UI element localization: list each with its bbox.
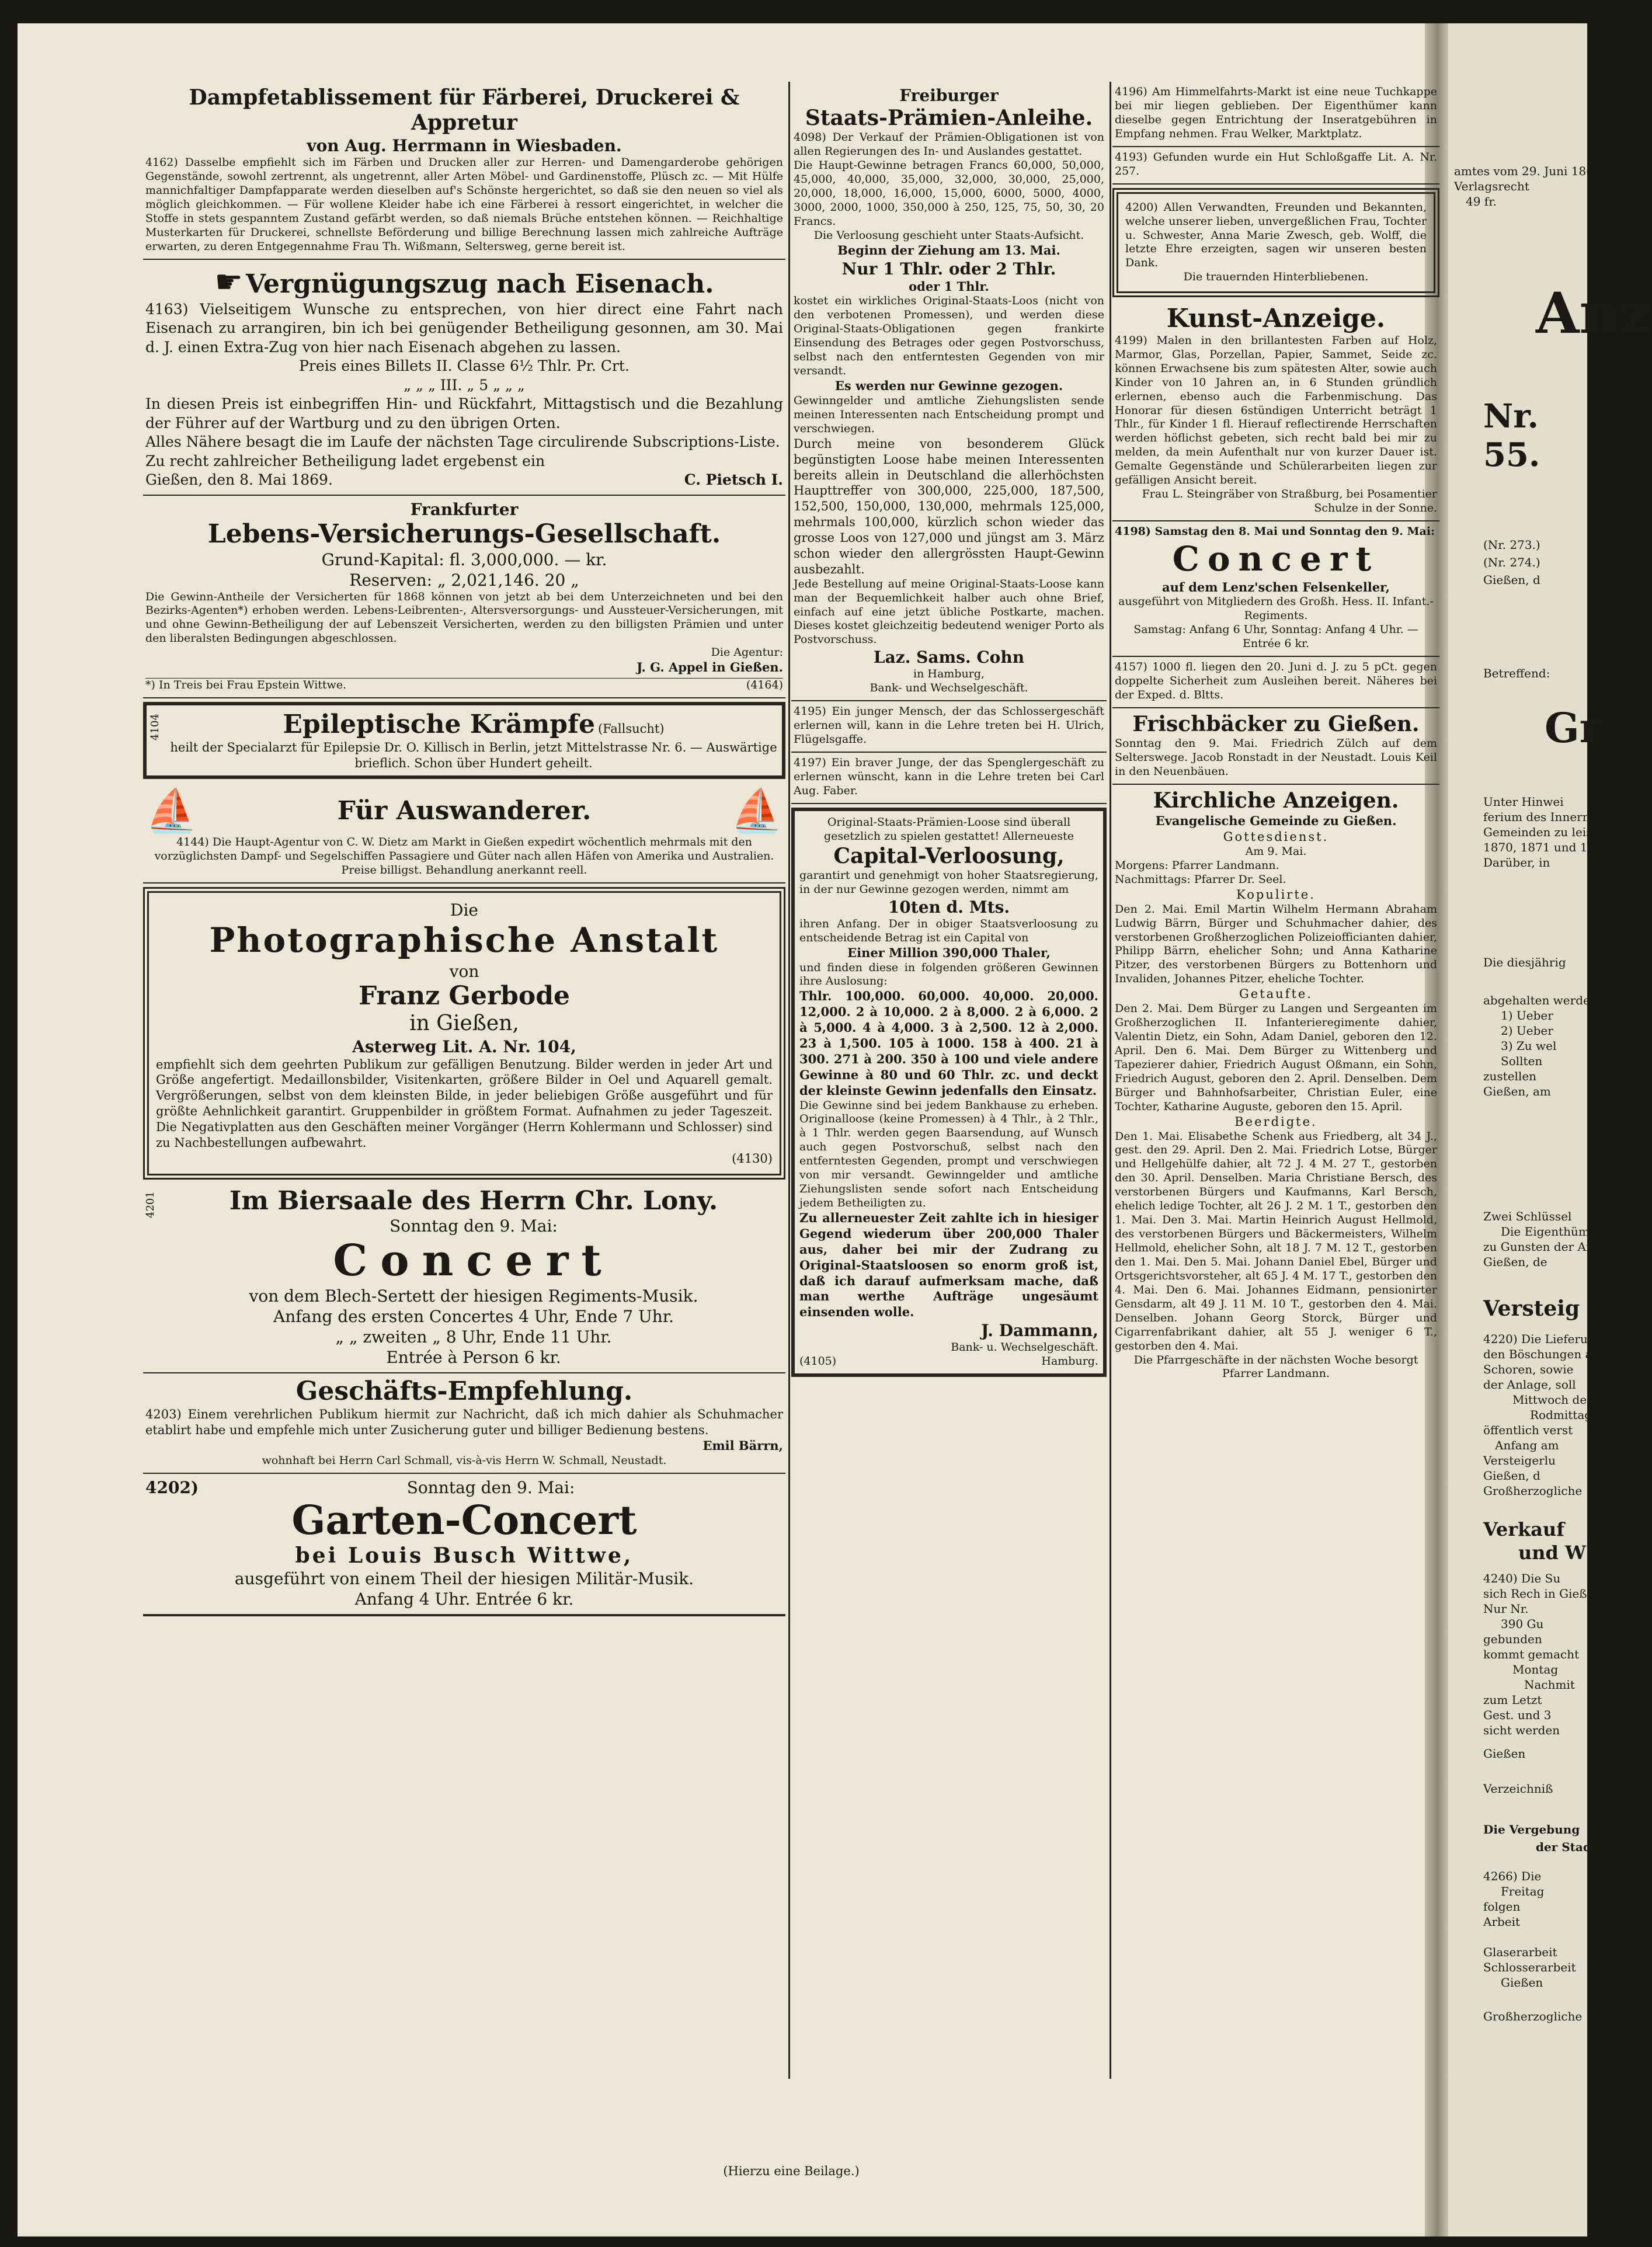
register-entries: Den 1. Mai. Elisabethe Schenk aus Friedberg, alt 34 J., gest. den 29. April. Den 2. Mai. Friedrich Lotse, Bürger und Hellgehülfe dahier, alt 72 J. 4 M. 27 T., gestorben den 30. April. Denselben. Maria Christiane Bersch, des verstorbenen Bürgers und Kaufmanns, Karl Bersch, ehelich ledige Tochter, alt 26 J. 2 M. 1 T., gestorben den 1. Mai. Den 3. Mai. Martin Heinrich August Hellmold, des verstorbenen Bürgers und Bäckermeisters, Wilhelm Hellmold, ehelicher Sohn, alt 18 J. 7 M. 12 T., gestorben den 1. Mai. Den 5. Mai. Johann Daniel Ebel, Bürger und Ortsgerichtsvorsteher, alt 65 J. 4 M. 17 T., gestorben den 4. Mai. Den 6. Mai. Johannes Eidmann, pensionirter Gensdarm, alt 49 J. 11 M. 10 T., gestorben den 4. Mai. Denselben. Johann Georg Storck, Bürger und Cigarrenfabrikant dahier, alt 55 J. weniger 6 T., gestorben den 4. Mai. bbox=[1115, 1129, 1437, 1352]
right-page-fragment: Großherzogliche bbox=[1483, 2009, 1583, 2023]
right-page-fragment: den Böschungen an bbox=[1483, 1347, 1600, 1361]
right-page-fragment: Gest. und 3 bbox=[1483, 1708, 1552, 1722]
right-page-fragment: Unter Hinwei bbox=[1483, 795, 1564, 809]
right-page-fragment: Darüber, in bbox=[1483, 855, 1550, 869]
ad-signature: Die trauernden Hinterbliebenen. bbox=[1183, 270, 1369, 284]
ad-title: Für Auswanderer. bbox=[337, 795, 592, 826]
column-middle bbox=[791, 82, 1107, 1380]
right-page-fragment: 4220) Die Lieferun bbox=[1483, 1332, 1595, 1346]
ad-concert: Concert bbox=[1172, 538, 1380, 579]
right-page-fragment: Sollten bbox=[1501, 1054, 1543, 1068]
ad-title: Frischbäcker zu Gießen. bbox=[1132, 712, 1420, 736]
right-page-fragment: (Nr. 274.) bbox=[1483, 555, 1540, 569]
ad-city: Hamburg. bbox=[1041, 1355, 1098, 1368]
right-page-heading-fragment: Verkauf bbox=[1483, 1518, 1565, 1540]
right-page-fragment: zum Letzt bbox=[1483, 1693, 1542, 1707]
ad-sum: Einer Million 390,000 Thaler, bbox=[847, 945, 1051, 960]
ad-title: Capital-Verloosung, bbox=[833, 843, 1065, 868]
ad-address: wohnhaft bei Herrn Carl Schmall, vis-à-vis Herrn W. Schmall, Neustadt. bbox=[262, 1453, 667, 1467]
column-divider bbox=[788, 82, 790, 2079]
right-page-fragment: 1870, 1871 und 187 bbox=[1483, 840, 1602, 854]
ad-body: Sonntag den 9. Mai. Friedrich Zülch auf dem Selterswege. Jacob Ronstadt in der Neustadt. Louis Keil in den Neuenbäuen. bbox=[1115, 737, 1437, 778]
right-page-fragment: zustellen bbox=[1483, 1069, 1537, 1083]
register-entries: Den 2. Mai. Dem Bürger zu Langen und Sergeanten im Großherzoglichen II. Infanterieregimente dahier, Valentin Dietz, ein Sohn, Adam Daniel, geboren den 12. April. Den 6. Mai. Dem Bürger zu Wittenberg und Tapezierer dahier, Friedrich August Oßmann, ein Sohn, Friedrich August, geboren den 2. April. Denselben. Dem Bürger und Bahnhofsarbeiter, Christian Euler, eine Tochter, Katharine Auguste, geboren den 15. April. bbox=[1115, 1002, 1437, 1113]
ad-body: heilt der Specialarzt für Epilepsie Dr. O. Killisch in Berlin, jetzt Mittelstrasse Nr. 6. — Auswärtige brieflich. Schon über Hundert geheilt. bbox=[170, 740, 777, 770]
ad-title: Geschäfts-Empfehlung. bbox=[295, 1376, 633, 1407]
ad-signature: Frau L. Steingräber von Straßburg, bei Posamentier Schulze in der Sonne. bbox=[1142, 488, 1437, 515]
ad-by: bei Louis Busch Wittwe, bbox=[295, 1543, 634, 1568]
ad-date: Sonntag den 9. Mai: bbox=[406, 1477, 575, 1497]
ad-paragraph: Zu recht zahlreicher Betheiligung ladet ergebenst ein bbox=[145, 452, 545, 469]
ad-name: Emil Bärrn, bbox=[702, 1438, 783, 1453]
ad-body: 4199) Malen in den brillantesten Farben auf Holz, Marmor, Glas, Porzellan, Papier, Sammet, Seide zc. können Erwachsene bis zum spätesten Alter, sowie auch Kinder von 10 Jahren an, in 6 Stunden gründlich erlernen, ebenso auch die Farbenmischung. Das Honorar für diesen 6stündigen Unterricht beträgt 1 Thlr., für Kinder 1 fl. Hierauf reflectirende Herrschaften werden höflichst gebeten, sich recht bald bei mir zu melden, da mein Aufenthalt nur von kurzer Dauer ist. Gemalte Gegenstände und Schülerarbeiten liegen zur gefälligen Ansicht bereit. bbox=[1115, 333, 1437, 487]
ad-body: und finden diese in folgenden größeren Gewinnen ihre Auslosung: bbox=[799, 961, 1098, 988]
ad-start: Anfang 4 Uhr. Entrée 6 kr. bbox=[354, 1589, 574, 1609]
ad-biersaale bbox=[143, 1183, 785, 1374]
right-page-fragment: Nachmit bbox=[1524, 1678, 1575, 1692]
ad-signature-row bbox=[145, 471, 783, 490]
ad-title: Lebens-Versicherungs-Gesellschaft. bbox=[207, 519, 721, 549]
ad-body: Gewinngelder und amtliche Ziehungslisten sende meinen Interessenten nach Entscheidung prompt und verschwiegen. bbox=[794, 394, 1104, 435]
right-page-fragment: 4266) Die bbox=[1483, 1869, 1542, 1883]
right-facing-page bbox=[1448, 23, 1652, 2236]
ad-firm: Bank- u. Wechselgeschäft. bbox=[951, 1341, 1098, 1354]
ad-body: 4200) Allen Verwandten, Freunden und Bekannten, welche unserer lieben, unvergeßlichen Frau, Tochter u. Schwester, Anna Marie Zwesch, geb. Wolff, die letzte Ehre erzeigten, sagen wir unseren besten Dank. bbox=[1125, 200, 1427, 270]
ad-title: Vergnügungszug nach Eisenach. bbox=[245, 269, 714, 299]
right-page-title-fragment: Anz bbox=[1536, 280, 1652, 346]
ad-body: Die Gewinn-Antheile der Versicherten für 1868 können von jetzt ab bei dem Unterzeichneten und bei den Bezirks-Agenten*) erhoben werden. Lebens-Leibrenten-, Altersversorgungs- und Aussteuer-Versicherungen, mit und ohne Gewinn-Betheiligung der auf Lebenszeit Versicherten, werden zu den billigsten Prämien und unter den liberalsten Bedingungen abgeschlossen. bbox=[145, 590, 783, 645]
ad-photographische-anstalt bbox=[143, 887, 785, 1180]
ad-number: (4164) bbox=[746, 679, 783, 692]
right-page-fragment: Gießen, d bbox=[1483, 573, 1540, 587]
ad-number: 4202) bbox=[145, 1477, 199, 1497]
ad-title: Dampfetablissement für Färberei, Druckerei & Appretur bbox=[189, 85, 740, 135]
ad-title: Im Biersaale des Herrn Chr. Lony. bbox=[229, 1185, 718, 1216]
ad-die: Die bbox=[450, 900, 478, 920]
ad-number-vertical: 4104 bbox=[149, 714, 161, 741]
right-page-fragment: Rodmittag bbox=[1530, 1408, 1592, 1422]
ad-body: kostet ein wirkliches Original-Staats-Loos (nicht von den verbotenen Promessen), und werden diese Original-Staats-Obligationen gegen frankirte Einsendung des Betrages oder gegen Postvorschuss, selbst nach den entferntesten Gegenden von mir versandt. bbox=[794, 294, 1104, 378]
ad-name: Laz. Sams. Cohn bbox=[873, 648, 1025, 667]
ad-paragraph: Alles Nähere besagt die im Laufe der nächsten Tage circulirende Subscriptions-Liste. bbox=[145, 433, 780, 451]
right-page-fragment: Die diesjährig bbox=[1483, 955, 1566, 969]
column-divider bbox=[1110, 82, 1111, 2079]
right-page-fragment: Arbeit bbox=[1483, 1915, 1521, 1929]
right-page-fragment: 3) Zu wel bbox=[1501, 1039, 1557, 1053]
ad-title: Photographische Anstalt bbox=[209, 920, 719, 961]
sailing-ship-icon: ⛵ bbox=[145, 786, 198, 836]
section-title: Kirchliche Anzeigen. bbox=[1153, 788, 1399, 813]
right-page-fragment: Gießen, am bbox=[1483, 1084, 1551, 1098]
ad-frischbaecker bbox=[1112, 708, 1439, 785]
ad-firm: Bank- und Wechselgeschäft. bbox=[870, 681, 1028, 695]
kirchliche-anzeigen bbox=[1112, 785, 1439, 1386]
ad-line: „ „ zweiten „ 8 Uhr, Ende 11 Uhr. bbox=[335, 1327, 612, 1347]
ad-body: 4157) 1000 fl. liegen den 20. Juni d. J. zu 5 pCt. gegen doppelte Sicherheit zum Ausleihen bereit. Näheres bei der Exped. d. Bltts. bbox=[1115, 660, 1437, 702]
right-page-fragment: ferium des Innern bbox=[1483, 810, 1590, 824]
subsection-title: Beerdigte. bbox=[1234, 1114, 1317, 1129]
ad-time: Samstag: Anfang 6 Uhr, Sonntag: Anfang 4 Uhr. — Entrée 6 kr. bbox=[1133, 623, 1418, 651]
ad-signature-name: C. Pietsch I. bbox=[684, 471, 783, 489]
ad-music: ausgeführt von einem Theil der hiesigen Militär-Musik. bbox=[234, 1568, 694, 1588]
right-page-fragment: Freitag bbox=[1501, 1884, 1545, 1898]
ad-vergnuegungszug bbox=[143, 260, 785, 496]
ad-dampfetablissement bbox=[143, 82, 785, 260]
right-page-fragment: Betreffend: bbox=[1483, 666, 1550, 680]
right-page-fragment: kommt gemacht bbox=[1483, 1647, 1580, 1661]
ad-name: J. Dammann, bbox=[981, 1321, 1098, 1341]
ad-dammann bbox=[791, 808, 1107, 1377]
ad-body: 4162) Dasselbe empfiehlt sich im Färben und Drucken aller zur Herren- und Damengarderobe gehörigen Gegenstände, sowohl zertrennt, als ungetrennt, aller Arten Möbel- und Gardinenstoffe, Plüsch zc. — Mit Hülfe mannichfaltiger Dampfapparate werden dieselben auf's Schönste hergerichtet, so daß sie den neuen so viel als möglich gleichkommen. — Für wollene Kleider habe ich eine Färberei à ressort eingerichtet, in welcher die Stoffe in stets gespanntem Zustand gefärbt werden, so daß niemals Brüche entstehen können. — Reichhaltige Musterkarten für Druckerei, schnellste Beförderung und billige Berechnung lassen mich zahlreiche Aufträge erwarten, zu deren Entgegennahme Frau Th. Wißmann, Seltersweg, gerne bereit ist. bbox=[145, 156, 783, 253]
ad-body: 4193) Gefunden wurde ein Hut Schloßgaffe Lit. A. Nr. 257. bbox=[1115, 150, 1437, 178]
ad-agent-label: Die Agentur: bbox=[711, 646, 783, 659]
right-page-fragment: Gießen bbox=[1501, 1975, 1543, 1989]
ad-subtitle: von Aug. Herrmann in Wiesbaden. bbox=[307, 136, 622, 156]
right-page-fragment: Die Vergebung bbox=[1483, 1822, 1580, 1836]
ad-body: Die Haupt-Gewinne betragen Francs 60,000, 50,000, 45,000, 40,000, 35,000, 32,000, 30,000, 25,000, 20,000, 18,000, 16,000, 15,000, 6000, 5000, 4000, 3000, 2000, 1000, 350,000 à 250, 125, 75, 50, 30, 20 Francs. bbox=[794, 159, 1104, 228]
ad-garten-concert bbox=[143, 1474, 785, 1616]
right-page-fragment: Montag bbox=[1512, 1662, 1559, 1676]
right-page-fragment: abgehalten werden. bbox=[1483, 993, 1602, 1007]
ad-4196 bbox=[1112, 82, 1439, 147]
ad-body: 4144) Die Haupt-Agentur von C. W. Dietz am Markt in Gießen expedirt wöchentlich mehrmals mit den vorzüglichsten Dampf- und Segelschiffen Passagiere und Güter nach allen Häfen von Amerika und Australien. Preise billigst. Behandlung anerkannt reell. bbox=[154, 836, 774, 877]
right-page-fragment: Schoren, sowie bbox=[1483, 1362, 1574, 1376]
subsection-title: Getaufte. bbox=[1239, 987, 1313, 1001]
right-page-fragment: Verlagsrecht bbox=[1454, 179, 1529, 193]
ad-line: Entrée à Person 6 kr. bbox=[386, 1348, 561, 1368]
right-page-fragment: der Stadt bbox=[1536, 1840, 1597, 1854]
subsection-title: Gottesdienst. bbox=[1223, 830, 1329, 844]
ad-title: Frankfurter bbox=[410, 499, 519, 519]
ad-price: Nur 1 Thlr. oder 2 Thlr. bbox=[841, 259, 1056, 279]
ad-body: Durch meine von besonderem Glück begünstigten Loose habe meinen Interessenten bereits allein in Deutschland die allerhöchsten Haupttreffer von 300,000, 225,000, 187,500, 152,500, 150,000, 130,000, mehrmals 125,000, mehrmals 100,000, kürzlich schon wieder das grosse Loos von 127,000 und jüngst am 3. März schon wieder den allergrössten Haupt-Gewinn ausbezahlt. bbox=[794, 436, 1104, 576]
ad-footnote: *) In Treis bei Frau Epstein Wittwe. bbox=[145, 679, 347, 692]
ad-body: 4196) Am Himmelfahrts-Markt ist eine neue Tuchkappe bei mir liegen geblieben. Der Eigenthümer kann dieselbe gegen Entrichtung der Inseratgebühren in Empfang nehmen. Frau Welker, Marktplatz. bbox=[1115, 85, 1437, 140]
section-closing: Die Pfarrgeschäfte in der nächsten Woche besorgt Pfarrer Landmann. bbox=[1133, 1353, 1418, 1380]
ad-price-line: „ „ „ III. „ 5 „ „ „ bbox=[404, 376, 525, 394]
ad-auswanderer bbox=[143, 782, 785, 884]
right-page-fragment: 2) Ueber bbox=[1501, 1024, 1553, 1038]
right-page-fragment: gebunden bbox=[1483, 1632, 1542, 1646]
ad-freiburger bbox=[791, 82, 1107, 701]
right-page-heading-fragment: Gr bbox=[1545, 704, 1601, 752]
ad-body: 4197) Ein braver Junge, der das Spenglergeschäft zu erlernen wünscht, kann in die Lehre treten bei Carl Aug. Faber. bbox=[794, 756, 1104, 797]
section-subtitle: Evangelische Gemeinde zu Gießen. bbox=[1155, 813, 1397, 829]
right-page-fragment: öffentlich verst bbox=[1483, 1423, 1573, 1437]
ad-head: 4198) Samstag den 8. Mai und Sonntag den 9. Mai: bbox=[1115, 525, 1435, 538]
ad-number-vertical: 4201 bbox=[144, 1191, 156, 1218]
ad-body: Es werden nur Gewinne gezogen. bbox=[834, 378, 1063, 394]
ad-place: in Gießen, bbox=[409, 1011, 519, 1036]
service-morning: Morgens: Pfarrer Landmann. bbox=[1115, 858, 1279, 872]
ad-line: Anfang des ersten Concertes 4 Uhr, Ende 7 Uhr. bbox=[273, 1307, 674, 1327]
ad-footer-row bbox=[799, 1355, 1098, 1369]
service-afternoon: Nachmittags: Pfarrer Dr. Seel. bbox=[1115, 872, 1286, 886]
right-page-fragment: 49 fr. bbox=[1466, 194, 1497, 208]
ad-epilepsie bbox=[143, 702, 785, 779]
right-page-fragment: amtes vom 29. Juni 1869 bbox=[1454, 164, 1601, 178]
right-page-fragment: 390 Gu bbox=[1501, 1617, 1544, 1631]
ad-number: (4130) bbox=[732, 1151, 773, 1166]
right-page-fragment: 4240) Die Su bbox=[1483, 1571, 1561, 1585]
column-left bbox=[143, 82, 785, 1616]
ad-title-paren: (Fallsucht) bbox=[598, 722, 665, 736]
ad-body: 4195) Ein junger Mensch, der das Schlossergeschäft erlernen will, kann in die Lehre treten bei H. Ulrich, Flügelsgaffe. bbox=[794, 705, 1104, 746]
right-page-fragment: Gießen, de bbox=[1483, 1255, 1547, 1269]
ad-signature-place: Gießen, den 8. Mai 1869. bbox=[145, 471, 333, 489]
right-page-fragment: (Nr. 273.) bbox=[1483, 538, 1540, 552]
ad-4195 bbox=[791, 701, 1107, 753]
right-page-fragment: Gießen bbox=[1483, 1747, 1526, 1761]
pointing-hand-icon: ☛ bbox=[214, 263, 243, 300]
ad-title: Kunst-Anzeige. bbox=[1166, 304, 1386, 334]
ad-title: Freiburger bbox=[899, 86, 999, 105]
ad-reserve: Reserven: „ 2,021,146. 20 „ bbox=[349, 570, 579, 590]
right-page-issue-fragment: Nr. 55. bbox=[1483, 397, 1540, 474]
ad-4197 bbox=[791, 753, 1107, 804]
ad-body: empfiehlt sich dem geehrten Publikum zur gefälligen Benutzung. Bilder werden in jeder Art und Größe angefertigt. Medaillonsbilder, Visitenkarten, größere Bilder in Oel und Aquarell gemalt. Vergrößerungen, selbst von dem kleinsten Bilde, in jeder beliebigen Größe ausgeführt und für größte Aehnlichkeit garantirt. Gruppenbilder in größtem Format. Aufnahmen zu jeder Tageszeit. Die Negativplatten aus den Geschäften meiner Vorgänger (Herrn Kohlermann und Schlosser) sind zu Nachbestellungen aufbewahrt. bbox=[156, 1057, 773, 1150]
right-page-fragment: Glaserarbeit bbox=[1483, 1945, 1557, 1959]
ad-prizes: Thlr. 100,000. 60,000. 40,000. 20,000. 12,000. 2 à 10,000. 2 à 8,000. 2 à 6,000. 2 à 5,000. 4 à 4,000. 3 à 2,500. 12 à 2,000. 23 à 1,500. 105 à 1000. 158 à 400. 21 à 300. 271 à 200. 350 à 100 und viele andere Gewinne à 80 und 60 Thlr. zc. und deckt der kleinste Gewinn jedenfalls den Einsatz. bbox=[799, 989, 1098, 1098]
ad-date: 10ten d. Mts. bbox=[888, 897, 1010, 917]
ad-body: Jede Bestellung auf meine Original-Staats-Loose kann man der Bequemlichkeit halber auch ohne Brief, einfach auf eine jetzt übliche Postkarte, machen. Dieses kostet gleichzeitig bedeutend weniger Porto als Postvorschuss. bbox=[794, 577, 1104, 646]
right-page-fragment: Versteigerlu bbox=[1483, 1453, 1556, 1467]
ad-agent: J. G. Appel in Gießen. bbox=[637, 660, 783, 675]
ad-title: Staats-Prämien-Anleihe. bbox=[805, 106, 1093, 130]
right-page-fragment: Anfang am bbox=[1495, 1438, 1559, 1452]
register-entries: Den 2. Mai. Emil Martin Wilhelm Hermann Abraham Ludwig Bärrn, Bürger und Schuhmacher dahier, des verstorbenen Großherzoglichen Polizeiofficianten dahier, Philipp Bärrn, ehelicher Sohn; und Anna Katharine Pitzer, des verstorbenen Bürgers zu Bottenhorn und Invaliden, Johannes Pitzer, eheliche Tochter. bbox=[1115, 902, 1437, 986]
ad-von: von bbox=[449, 961, 479, 981]
ad-4157 bbox=[1112, 657, 1439, 708]
right-page-heading-fragment: und W bbox=[1518, 1542, 1586, 1564]
ad-address: Asterweg Lit. A. Nr. 104, bbox=[352, 1036, 576, 1056]
ad-by: ausgeführt von Mitgliedern des Großh. Hess. II. Infant.-Regiments. bbox=[1118, 595, 1434, 622]
ad-body: garantirt und genehmigt von hoher Staatsregierung, in der nur Gewinne gezogen werden, nimmt am bbox=[799, 868, 1098, 896]
ad-price-line: Preis eines Billets II. Classe 6½ Thlr. Pr. Crt. bbox=[299, 357, 630, 375]
ad-concert: Concert bbox=[333, 1236, 614, 1286]
ad-body: 4098) Der Verkauf der Prämien-Obligationen ist von allen Regierungen des In- und Auslandes gestattet. bbox=[794, 131, 1104, 158]
ad-body: Die Verloosung geschieht unter Staats-Aufsicht. bbox=[813, 228, 1084, 242]
right-page-fragment: Gießen, d bbox=[1483, 1469, 1540, 1483]
page-footer-note: (Hierzu eine Beilage.) bbox=[723, 2164, 860, 2178]
right-page-fragment: Die Eigenthüm bbox=[1501, 1225, 1590, 1239]
ad-title: Garten-Concert bbox=[291, 1497, 637, 1544]
ad-paragraph: In diesen Preis ist einbegriffen Hin- und Rückfahrt, Mittagstisch und die Bezahlung der Führer auf der Wartburg und zu den übrigen Orten. bbox=[145, 395, 783, 432]
service-date: Am 9. Mai. bbox=[1245, 844, 1307, 858]
right-page-fragment: Zwei Schlüssel bbox=[1483, 1209, 1572, 1223]
ad-date: Sonntag den 9. Mai: bbox=[389, 1216, 558, 1236]
ad-body: ihren Anfang. Der in obiger Staatsverloosung zu entscheidende Betrag ist ein Capital von bbox=[799, 917, 1098, 944]
ad-footnote-row bbox=[145, 678, 783, 693]
ad-paragraph: 4163) Vielseitigem Wunsche zu entsprechen, von hier direct eine Fahrt nach Eisenach zu arrangiren, bin ich bei genügender Betheiligung gesonnen, am 30. Mai d. J. einen Extra-Zug von hier nach Eisenach abgehen zu lassen. bbox=[145, 300, 783, 356]
right-page-fragment: Gemeinden zu leisten bbox=[1483, 825, 1612, 839]
ad-price: oder 1 Thlr. bbox=[909, 279, 989, 294]
right-page-fragment: sicht werden bbox=[1483, 1723, 1560, 1737]
ad-capital: Grund-Kapital: fl. 3,000,000. — kr. bbox=[321, 549, 607, 569]
right-page-heading-fragment: Versteig bbox=[1483, 1296, 1580, 1321]
subsection-title: Kopulirte. bbox=[1236, 887, 1316, 902]
right-page-fragment: Schlosserarbeit bbox=[1483, 1960, 1576, 1974]
ad-header: Original-Staats-Prämien-Loose sind überall gesetzlich zu spielen gestattet! Allerneueste bbox=[824, 815, 1074, 843]
right-page-fragment: Mittwoch den bbox=[1512, 1393, 1595, 1407]
ad-body: 4203) Einem verehrlichen Publikum hiermit zur Nachricht, daß ich mich dahier als Schuhmacher etablirt habe und empfehle mich unter Zusicherung guter und billiger Bedienung bestens. bbox=[145, 1407, 783, 1437]
right-page-fragment: 1) Ueber bbox=[1501, 1008, 1553, 1022]
right-page-fragment: zu Gunsten der Arm bbox=[1483, 1240, 1603, 1254]
ad-place: auf dem Lenz'schen Felsenkeller, bbox=[1162, 579, 1390, 594]
ad-kunst-anzeige bbox=[1112, 301, 1439, 521]
ad-number: (4105) bbox=[799, 1355, 837, 1368]
ad-danksagung bbox=[1112, 188, 1439, 298]
right-page-fragment: sich Rech in Gießen bbox=[1483, 1587, 1602, 1601]
ad-by: von dem Blech-Sertett der hiesigen Regiments-Musik. bbox=[249, 1286, 698, 1306]
right-page-fragment: Nur Nr. bbox=[1483, 1602, 1529, 1616]
sailing-ship-icon: ⛵ bbox=[731, 786, 783, 836]
ad-frankfurter bbox=[143, 496, 785, 698]
ad-body: Zu allerneuester Zeit zahlte ich in hiesiger Gegend wiederum über 200,000 Thaler aus, daher bei mir der Zudrang zu Original-Staatsloosen so enorm groß ist, daß ich darauf aufmerksam mache, daß man werthe Aufträge ungesäumt einsenden wolle. bbox=[799, 1211, 1098, 1320]
ad-geschaefts-empfehlung bbox=[143, 1373, 785, 1473]
right-page-fragment: Großherzogliche bbox=[1483, 1484, 1583, 1498]
ad-title: Epileptische Krämpfe bbox=[283, 709, 595, 740]
ad-place: in Hamburg, bbox=[913, 667, 985, 681]
ad-heading-row bbox=[145, 263, 783, 300]
ad-4193 bbox=[1112, 147, 1439, 185]
ad-body: Die Gewinne sind bei jedem Bankhause zu erheben. Originalloose (keine Promessen) à 4 Thlr., à 2 Thlr., à 1 Thlr. werden gegen Baarsendung, auf Wunsch auch gegen Postvorschuß, selbst nach den entferntesten Gegenden, prompt und verschwiegen von mir versandt. Gewinngelder und amtliche Ziehungslisten sende sofort nach Entscheidung jedem Betheiligten zu. bbox=[799, 1098, 1098, 1210]
right-page-fragment: der Anlage, soll bbox=[1483, 1378, 1576, 1392]
ad-4198 bbox=[1112, 521, 1439, 657]
column-right bbox=[1112, 82, 1439, 1386]
right-page-fragment: Verzeichniß bbox=[1483, 1782, 1553, 1796]
ad-body: Beginn der Ziehung am 13. Mai. bbox=[837, 242, 1060, 258]
right-page-fragment: folgen bbox=[1483, 1900, 1521, 1914]
ad-name: Franz Gerbode bbox=[358, 980, 571, 1011]
